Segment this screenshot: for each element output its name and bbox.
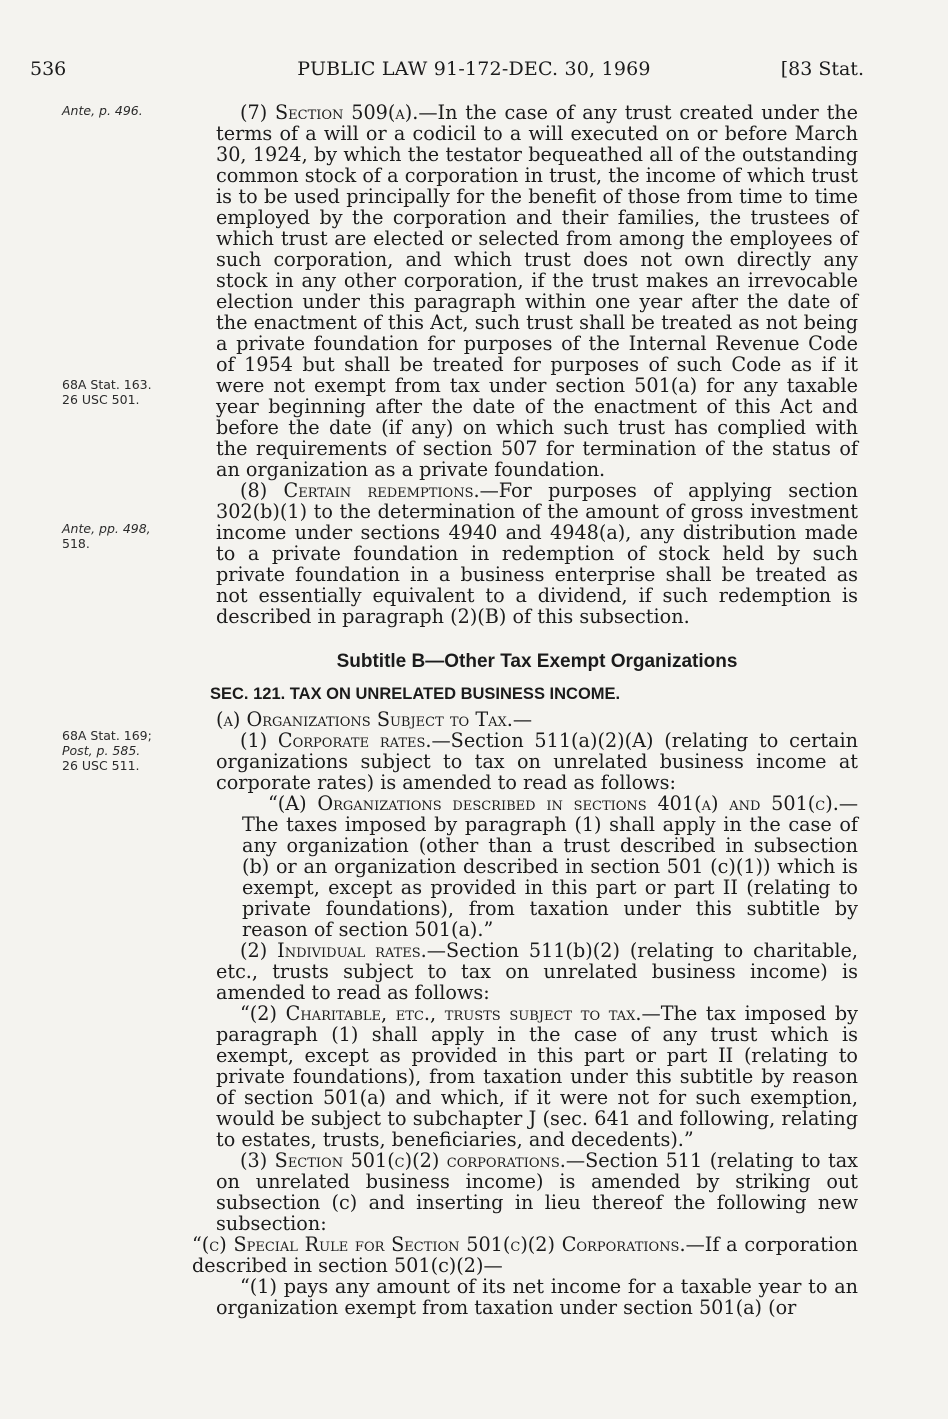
paragraph-heading: (3) Section 501(c)(2) corporations.: [240, 1149, 566, 1172]
document-body: [192, 101, 859, 1319]
paragraph-text: —Section 511(b)(2) (relating to charitable, etc., trusts subject to tax on unrelated business income) is amended to read as follows:: [216, 939, 859, 1004]
subtitle-heading: Subtitle B—Other Tax Exempt Organizations: [336, 651, 738, 672]
page-header: [0, 58, 948, 88]
margin-note-ref: Ante, p. 496.: [62, 103, 143, 118]
paragraph-text: —Section 511 (relating to tax on unrelated business income) is amended by striking out subsection (c) and inserting in lieu thereof the following new subsection:: [216, 1149, 858, 1235]
margin-note-3: [62, 521, 151, 551]
quoted-paragraph-1: “(1) pays any amount of its net income for a taxable year to an organization exempt from taxation under section 501(a) (or: [216, 1275, 858, 1319]
running-head: PUBLIC LAW 91-172-DEC. 30, 1969: [297, 58, 651, 80]
paragraph-text: —If a corporation described in section 501(c)(2)—: [192, 1233, 858, 1277]
quoted-subsection-c: [192, 1234, 858, 1276]
paragraph-heading: “(A) Organizations described in sections 401(a) and 501(c).: [268, 792, 839, 815]
paragraph-a1: [216, 730, 858, 793]
paragraph-heading: (2) Individual rates.: [240, 939, 427, 962]
statute-reference: [83 Stat.: [780, 58, 864, 80]
margin-note-4: [62, 728, 152, 773]
margin-note-line: Post, p. 585.: [62, 743, 141, 758]
margin-note-1: [62, 103, 143, 118]
margin-note-line: Ante, pp. 498,: [62, 521, 151, 536]
section-heading: SEC. 121. TAX ON UNRELATED BUSINESS INCOME.: [210, 685, 621, 703]
paragraph-a3: [216, 1150, 858, 1234]
margin-note-line: 518.: [62, 536, 90, 551]
page-number: 536: [30, 58, 67, 80]
quoted-paragraph-2: [216, 1003, 858, 1150]
paragraph-heading: “(2) Charitable, etc., trusts subject to tax.: [240, 1002, 642, 1025]
paragraph-heading: (1) Corporate rates.: [240, 729, 432, 752]
paragraph-text: —The tax imposed by paragraph (1) shall apply in the case of any trust which is exempt, except as provided in this part or part II (relating to private foundations), from taxation under this subtitle by reason of section 501(a) and which, if it were not for such exemption, would be subject to subchapter J (sec. 641 and following, relating to estates, trusts, beneficiaries, and decedents).”: [216, 1002, 858, 1151]
paragraph-heading: (8) Certain redemptions.: [240, 479, 480, 502]
paragraph-a2: [216, 940, 858, 1003]
paragraph-text: —The taxes imposed by paragraph (1) shall apply in the case of any organization (other than a trust described in subsection (b) or an organization described in section 501 (c)(1)) which is exempt, except as provided in this part or part II (relating to private foundations), from taxation under this subtitle by reason of section 501(a).”: [242, 792, 858, 941]
paragraph-8: [216, 480, 858, 627]
paragraph-heading: (7) Section 509(a).: [240, 101, 419, 124]
paragraph-text: —In the case of any trust created under the terms of a will or a codicil to a will executed on or before March 30, 1924, by which the testator bequeathed all of the outstanding common stock of a corporation in trust, the income of which trust is to be used principally for the benefit of those from time to time employed by the corporation and their families, the trustees of which trust are elected or selected from among the employees of such corporation, and which trust does not own directly any stock in any other corporation, if the trust makes an irrevocable election under this paragraph within one year after the date of the enactment of this Act, such trust shall be treated as not being a private foundation for purposes of the Internal Revenue Code of 1954 but shall be treated for purposes of such Code as if it were not exempt from tax under section 501(a) for any taxable year beginning after the date of the enactment of this Act and before the date (if any) on which such trust has complied with the requirements of section 507 for termination of the status of an organization as a private foundation.: [216, 101, 858, 481]
margin-note-2: [62, 377, 152, 407]
paragraph-text: —Section 511(a)(2)(A) (relating to certain organizations subject to tax on unrelated business income at corporate rates) is amended to read as follows:: [216, 729, 858, 794]
paragraph-text: —For purposes of applying section 302(b)(1) to the determination of the amount of gross investment income under sections 4940 and 4948(a), any distribution made to a private foundation in redemption of stock held by such private foundation in a business enterprise shall be treated as not essentially equivalent to a dividend, if such redemption is described in paragraph (2)(B) of this subsection.: [216, 479, 858, 628]
margin-note-line: 68A Stat. 163.: [62, 377, 152, 392]
margin-note-line: 26 USC 511.: [62, 758, 140, 773]
quoted-paragraph-A: [216, 793, 858, 940]
margin-note-line: 68A Stat. 169;: [62, 728, 152, 743]
paragraph-7: [216, 102, 858, 480]
paragraph-heading: “(c) Special Rule for Section 501(c)(2) Corporations.: [192, 1233, 686, 1256]
subsection-a-heading: (a) Organizations Subject to Tax.—: [216, 708, 533, 731]
margin-note-line: 26 USC 501.: [62, 392, 140, 407]
